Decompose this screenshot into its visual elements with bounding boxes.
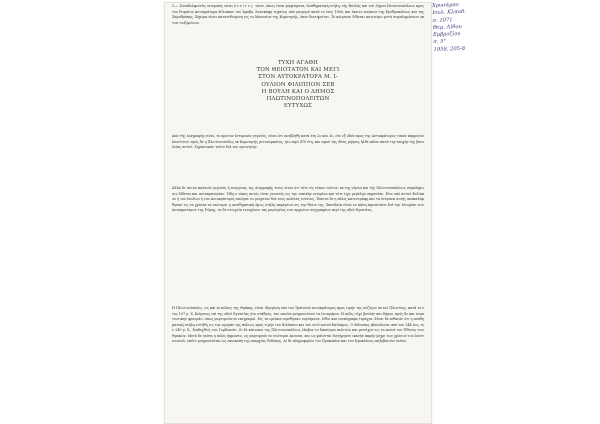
- header-paragraph: 3.— Συναδελφιστάς ιστορικός είναι ό τ ε ί τ ε ς · ώστε, όπως είναι ψηφίσματα, άναθηματική στήλη, τής Βουλής και τού Δήμου Πεισινουπόλεων προς τον Ρωμαίον Αυτοκράτορα Φίλιππον τον Άραβα. Άνεσκάφη τυχαίως υπό γεωργού κατά το έτος 1960, και έκειτο ενώπιον της Ερυθροπόλεως και της Σαμοθράκης. Σήμερα είναι κατατεθειμένη εις το Μουσείον της Κομοτηνής, όπου διατηρείται. Το κείμενον δίδεται κατωτέρω μετά συμπληρώσεων εκ των σωζομένων.: [172, 4, 424, 25]
- margin-note-line: Εμβροζίου: [433, 31, 461, 39]
- body-paragraph: Η Πλωτινούπολις, ως και αι πόλεις της Θράκης, είναι ιδρυμένη υπό του Τραϊανού αυτοκράτορος προς τιμήν της συζύγου αυτού Πλωτίνης, κατά το έτος 107 μ. Χ. Κείμενος επί της οδού Εγνατίας ήτο σταθμός, τον οποίον μνημονεύουν τα Ιτινεράρια. Η πόλις είχε βουλήν και δήμον, πρός δε και στρατιωτικήν φρουράν, όπως μαρτυρούν αι επιγραφαί. Εις τα ερείπια ευρέθησαν νομίσματα, λίθοι και ενεπίγραφα τεμάχια. Είναι δε πιθανόν ότι η αναθηματική στήλη εστήθη εις την αγοράν της πόλεως προς τιμήν του Φιλίππου και του υιού αυτού Καίσαρος. Ο Φίλιππος εβασίλευσε από του 244 έως του 249 μ. Χ., διαδεχθείς τον Γορδιανόν. Οι δε κάτοικοι της Πλωτινουπόλεως έλαβον το δικαίωμα πολιτών και μετείχον εις τα κοινά του Έθνους των Θρακών. Μετά δε ταύτα η πόλις ήκμασεν, ως μαρτυρούν αι νεώτεραι έρευναι, και ως φαίνεται διετήρησεν ικανήν ακμήν μέχρι των χρόνων του Ιουστινιανού, οπότε μνημονεύεται ως επισκοπή της επαρχίας Ροδόπης. Αι δε πληροφορίαι του Προκοπίου και του Ιεροκλέους επιβεβαιούν ταύτα.: [172, 306, 424, 343]
- inscription-line: ΕΥΤΥΧΩΣ: [283, 103, 313, 110]
- margin-note-line: Χρυσάμαν: [432, 2, 460, 9]
- margin-note-line: σ. 5°: [433, 39, 447, 46]
- inscription-line: ΠΛΩΤΙΝΟΠΟΛΕΙΤΩΝ: [266, 96, 330, 103]
- handwritten-margin-note: [432, 1, 500, 54]
- body-paragraph: Από τής Διαγραφής είναι, το πρώτον Ιστορικόν γεγονός, είναι ότι ανεβλήθη κατά έτη 2ο και 3ο, ότε εξ οδού προς την Αυτοκράτορος τόπον παρμένου Ιουστίνου, πρός δε η Πλωτινουπόλις εκ Κομοτηνής μετονομασίας, ήτο περί 470 έτη, και αφού τής ιδίας μήτρας ήλθε πάλιν κατά την εποχήν της βασιλείας αυτού. Σημαντικόν τούτο διά τον ερευνητήν.: [172, 134, 424, 149]
- margin-note-line: 1958. 205-8: [433, 45, 466, 53]
- inscription-line: ΤΥΧΗ ΑΓΑΘΗ: [277, 60, 319, 66]
- inscription-line: ΣΤΟΝ ΑΥΤΟΚΡΑΤΟΡΑ Μ. Ι-: [258, 74, 338, 81]
- inscription-line: ΟΥΛΙΟΝ ΦΙΛΙΠΠΟΝ ΣΕΒ: [261, 81, 335, 88]
- margin-note-line: Θεμ. Λίθου: [432, 23, 462, 31]
- document-page: [164, 2, 432, 424]
- inscription-line: Η ΒΟΥΛΗ ΚΑΙ Ο ΔΗΜΟΣ: [261, 88, 335, 95]
- margin-note-line: σ. 1071: [432, 16, 453, 24]
- inscription-block: [205, 60, 391, 110]
- margin-note-line: Ιουλ. Κλαυδ.: [432, 9, 466, 17]
- body-paragraph: Αλλά δι' ποιόν παλαιόν γεγονός ή ενέργειας της Διαγραφής τινος είναι ότι τότε είς τόπον τούτον, εκ της νήσου και τής Πλωτινουπόλεως συμπλήρωσιν δίδεται και αυτοκρατορίαν. Ήδη ο τόπος αυτός είναι γνωστός εις την τοπικήν ιστορίαν και τότε είχε μεγάλην σημασίαν. Είτε υπό αυτού Φιλίππου ή του Ιουλίου ή του Αυτοκράτορος εποίησε το μνημείον διά τους πολίτας τούτους. Έπειτα δε η πόλις κατεστράφη και τα λείψανα αυτής απεκαλύφθησαν εις τα χρόνια τα νεώτερα· η αναθηματική όμως στήλη παρέμεινε εις την θέσιν της. Σπουδαία είναι εν πάση περιπτώσει διά την Ιστορίαν των Αυτοκρατόρων της Ρώμης, τα δε στοιχεία ενισχύουν τας μαρτυρίας των αρχαίων συγγραφέων περί της οδού Εγνατίας.: [172, 186, 424, 212]
- inscription-line: ΤΟΝ ΘΕΙΟΤΑΤΟΝ ΚΑΙ ΜΕΓΙ: [256, 67, 340, 74]
